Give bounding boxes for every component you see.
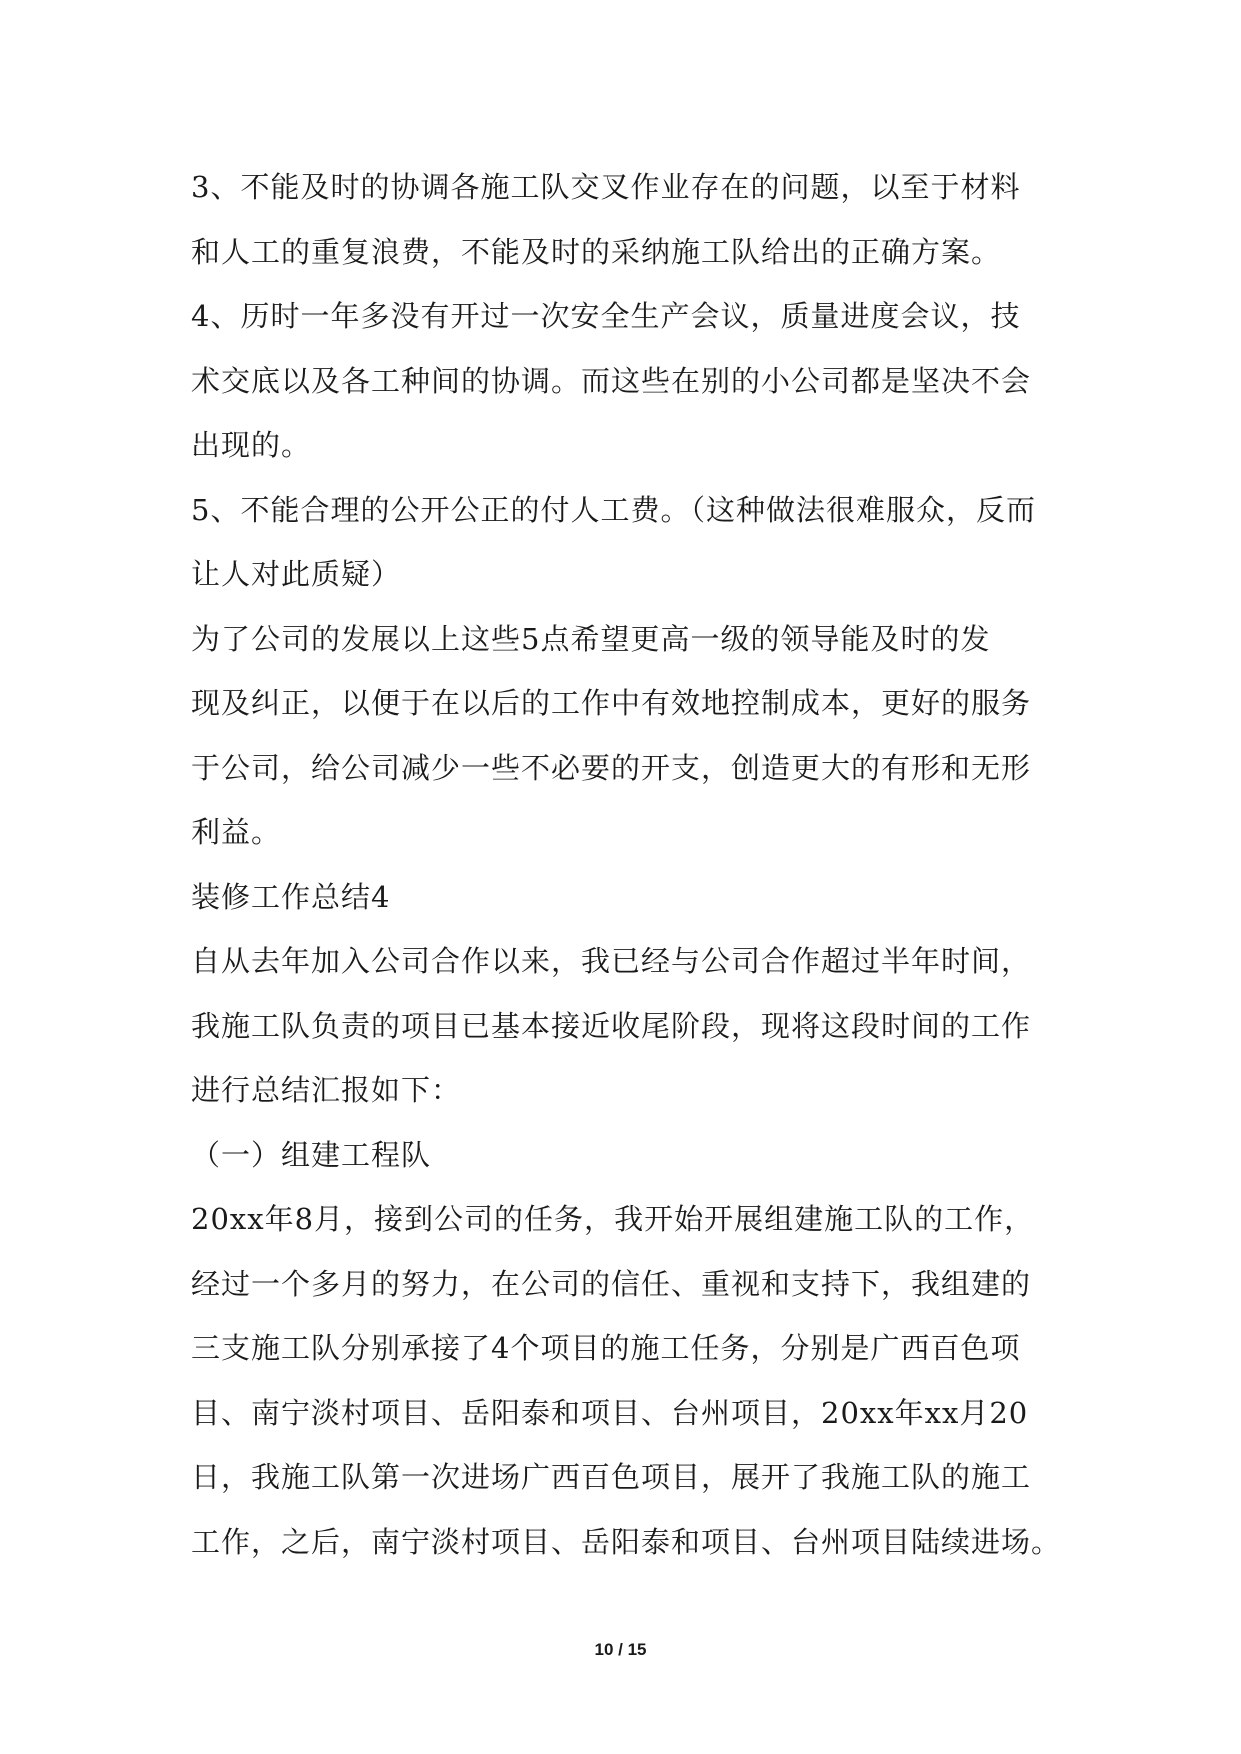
text-line: 自从去年加入公司合作以来，我已经与公司合作超过半年时间，	[191, 944, 1032, 978]
text-line: 和人工的重复浪费，不能及时的采纳施工队给出的正确方案。	[191, 234, 1002, 269]
text-line: 为了公司的发展以上这些5点希望更高一级的领导能及时的发	[191, 621, 991, 656]
text-line: 5、不能合理的公开公正的付人工费。（这种做法很难服众，反而	[191, 492, 1036, 527]
text-line: 目、南宁淡村项目、岳阳泰和项目、台州项目，20xx年xx月20	[191, 1395, 1029, 1430]
text-line: 3、不能及时的协调各施工队交叉作业存在的问题，以至于材料	[191, 170, 1021, 204]
text-line: 利益。	[191, 815, 282, 849]
section-heading: 装修工作总结4	[191, 879, 391, 914]
text-line: 经过一个多月的努力，在公司的信任、重视和支持下，我组建的	[191, 1266, 1032, 1301]
text-line: 我施工队负责的项目已基本接近收尾阶段，现将这段时间的工作	[191, 1008, 1032, 1043]
text-line: 让人对此质疑）	[191, 557, 402, 591]
subsection-heading: （一）组建工程队	[191, 1137, 432, 1172]
document-body	[191, 155, 1062, 1574]
text-line: 进行总结汇报如下：	[191, 1073, 462, 1107]
text-line: 工作，之后，南宁淡村项目、岳阳泰和项目、台州项目陆续进场。	[191, 1524, 1062, 1559]
text-line: 术交底以及各工种间的协调。而这些在别的小公司都是坚决不会	[191, 363, 1032, 398]
text-line: 4、历时一年多没有开过一次安全生产会议，质量进度会议，技	[191, 299, 1021, 333]
text-line: 20xx年8月，接到公司的任务，我开始开展组建施工队的工作，	[191, 1202, 1035, 1236]
text-line: 现及纠正，以便于在以后的工作中有效地控制成本，更好的服务	[191, 686, 1032, 720]
text-line: 日，我施工队第一次进场广西百色项目，展开了我施工队的施工	[191, 1460, 1032, 1494]
page-number: 10 / 15	[594, 1640, 647, 1659]
text-line: 出现的。	[191, 428, 312, 462]
text-line: 于公司，给公司减少一些不必要的开支，创造更大的有形和无形	[191, 750, 1032, 785]
text-line: 三支施工队分别承接了4个项目的施工任务，分别是广西百色项	[191, 1331, 1021, 1365]
